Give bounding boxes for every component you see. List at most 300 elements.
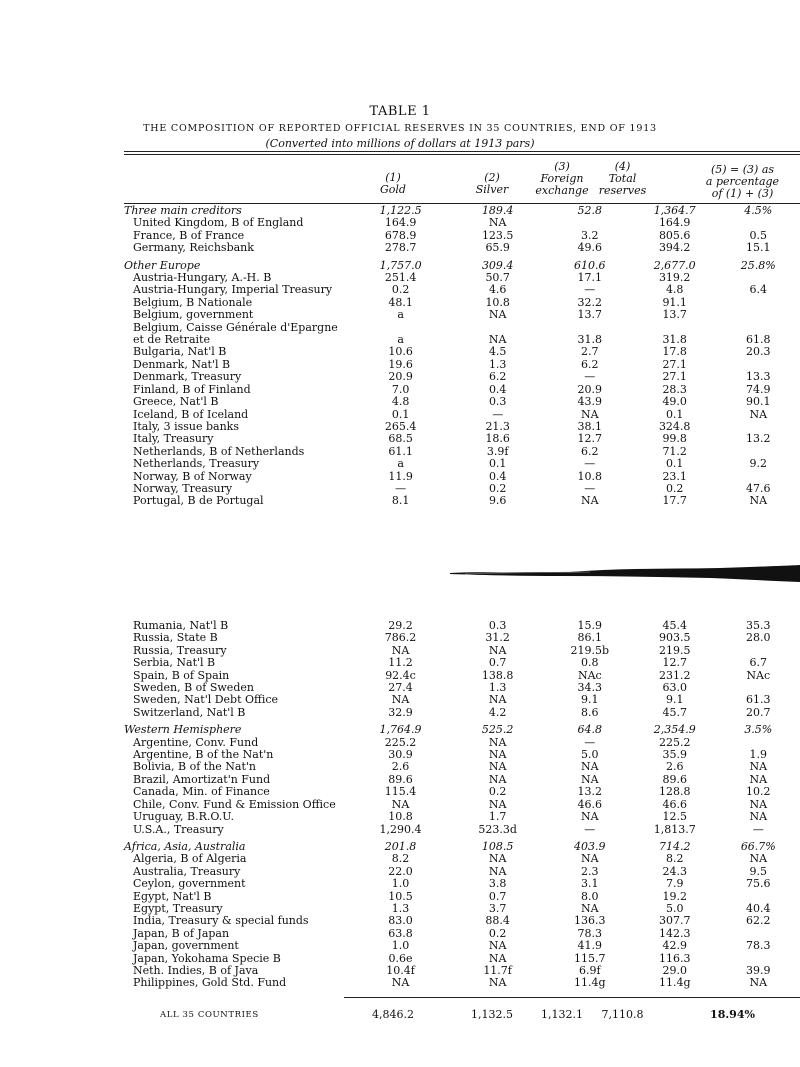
header-foreign-exchange: (3) Foreign exchange <box>535 160 589 197</box>
row-label: Belgium, B Nationale <box>133 295 253 309</box>
cell-fx: 3.2 <box>580 228 599 242</box>
cell-total: 0.1 <box>665 407 684 421</box>
cell-total: 142.3 <box>659 926 691 940</box>
cell-fx: NA <box>580 494 599 508</box>
cell-silver: 123.5 <box>481 228 514 242</box>
cell-fx: 11.4g <box>574 976 606 990</box>
cell-gold: 48.1 <box>388 295 413 309</box>
cell-pct: 35.3 <box>746 619 771 632</box>
row-label: Russia, State B <box>133 631 218 645</box>
cell-silver: 65.9 <box>485 241 510 255</box>
cell-silver: 0.7 <box>488 656 507 670</box>
cell-total: 35.9 <box>662 748 688 762</box>
header-rule-top <box>124 151 800 152</box>
cell-pct: 74.9 <box>746 382 771 396</box>
cell-fx: — <box>584 735 596 749</box>
row-label: Japan, government <box>133 939 239 953</box>
cell-gold: a <box>397 308 404 322</box>
row-label: Finland, B of Finland <box>133 382 251 396</box>
cell-fx: 9.1 <box>581 693 599 707</box>
cell-silver: 6.2 <box>488 370 507 384</box>
table-row <box>124 217 800 229</box>
cell-pct: 6.4 <box>749 283 767 297</box>
table-row <box>124 396 800 408</box>
cell-total: 307.7 <box>659 914 691 928</box>
cell-gold: 61.1 <box>388 444 413 458</box>
cell-gold: 22.0 <box>388 864 413 878</box>
cell-total: 903.5 <box>659 631 691 645</box>
cell-fx: 12.7 <box>577 432 602 446</box>
all-total: 7,110.8 <box>601 1008 644 1021</box>
cell-pct: 15.1 <box>746 241 771 255</box>
cell-pct: 9.5 <box>749 864 768 878</box>
cell-gold: 89.6 <box>388 772 413 786</box>
cell-fx: 86.1 <box>577 631 603 645</box>
cell-gold: 201.8 <box>384 839 417 853</box>
cell-total: 319.2 <box>658 271 691 285</box>
cell-fx: — <box>584 370 596 384</box>
table-row <box>124 322 800 334</box>
table-row <box>124 433 800 445</box>
cell-gold: NA <box>391 693 410 707</box>
cell-fx: NAc <box>577 668 602 682</box>
table-title: THE COMPOSITION OF REPORTED OFFICIAL RESERVES IN 35 COUNTRIES, END OF 1913 <box>143 123 657 134</box>
cell-gold: 8.1 <box>391 494 410 508</box>
table-row <box>124 495 800 507</box>
cell-total: 63.0 <box>662 681 688 695</box>
group-row <box>124 724 800 736</box>
cell-gold: 1.0 <box>391 939 410 953</box>
cell-gold: 30.9 <box>388 748 413 762</box>
cell-total: 29.0 <box>662 963 688 977</box>
cell-silver: 0.3 <box>488 619 507 632</box>
row-label: Egypt, Treasury <box>133 901 223 915</box>
cell-silver: — <box>492 407 504 421</box>
cell-pct: 61.8 <box>746 333 771 347</box>
row-label: Greece, Nat'l B <box>133 395 219 409</box>
cell-silver: 1.7 <box>488 810 507 824</box>
row-label: Norway, Treasury <box>133 481 233 495</box>
cell-fx: — <box>584 283 596 297</box>
cell-gold: 7.0 <box>391 382 410 396</box>
cell-fx: 34.3 <box>577 681 603 695</box>
header-silver: (2) Silver <box>475 171 509 196</box>
row-label: Denmark, Treasury <box>133 370 242 384</box>
cell-silver: 1.3 <box>488 681 507 695</box>
cell-total: 4.8 <box>665 283 684 297</box>
row-label: Algeria, B of Algeria <box>133 852 247 866</box>
row-label: United Kingdom, B of England <box>133 216 304 230</box>
row-label: Iceland, B of Iceland <box>133 407 249 421</box>
scan-smear <box>450 562 800 584</box>
cell-fx: 20.9 <box>577 382 602 396</box>
cell-silver: NA <box>488 976 507 990</box>
cell-fx: 8.0 <box>581 889 599 903</box>
cell-silver: 0.1 <box>488 457 507 471</box>
cell-silver: NA <box>488 748 507 762</box>
cell-silver: 138.8 <box>481 668 514 682</box>
cell-pct: NAc <box>746 668 771 682</box>
cell-total: 0.2 <box>665 481 684 495</box>
cell-fx: NA <box>581 772 599 786</box>
cell-fx: 43.9 <box>577 395 602 409</box>
cell-fx: 32.2 <box>577 295 602 309</box>
cell-silver: NA <box>488 643 507 657</box>
table-row <box>124 632 800 644</box>
table-row <box>124 284 800 296</box>
table-row <box>124 977 800 989</box>
cell-fx: NA <box>581 852 599 866</box>
cell-silver: 4.5 <box>488 345 507 359</box>
cell-pct: 10.2 <box>746 785 771 799</box>
cell-silver: 4.6 <box>488 283 507 297</box>
cell-total: 13.7 <box>662 308 687 322</box>
cell-total: 24.3 <box>662 864 688 878</box>
cell-pct: NA <box>749 772 768 786</box>
row-label: Japan, Yokohama Specie B <box>133 951 281 965</box>
cell-total: 225.2 <box>659 735 691 749</box>
row-label: Australia, Treasury <box>133 864 241 878</box>
cell-total: 31.8 <box>662 333 687 347</box>
cell-pct: 20.3 <box>746 345 771 359</box>
cell-silver: 3.7 <box>488 901 507 915</box>
cell-fx: 17.1 <box>577 271 602 285</box>
cell-gold: 1,122.5 <box>379 204 422 217</box>
table-row <box>124 707 800 719</box>
cell-gold: 8.2 <box>391 852 410 866</box>
row-label: Philippines, Gold Std. Fund <box>133 976 287 990</box>
cell-total: 99.8 <box>662 432 687 446</box>
table-row <box>124 371 800 383</box>
cell-fx: 219.5b <box>570 643 610 657</box>
cell-gold: 678.9 <box>384 228 417 242</box>
row-label: Austria-Hungary, A.-H. B <box>133 271 272 285</box>
table-row <box>124 458 800 470</box>
cell-pct: 4.5% <box>744 204 773 217</box>
cell-total: 116.3 <box>659 951 691 965</box>
cell-gold: 10.5 <box>388 889 413 903</box>
table-row <box>124 657 800 669</box>
cell-total: 231.2 <box>659 668 691 682</box>
cell-gold: 29.2 <box>388 619 413 632</box>
table-number: TABLE 1 <box>369 104 431 119</box>
cell-pct: NA <box>749 407 768 421</box>
header-gold: (1) Gold <box>380 171 406 196</box>
cell-pct: NA <box>749 494 768 508</box>
row-label: Argentine, B of the Nat'n <box>133 748 274 762</box>
row-label: Sweden, B of Sweden <box>133 681 254 695</box>
cell-gold: 20.9 <box>388 370 413 384</box>
cell-pct: 39.9 <box>746 963 771 977</box>
cell-gold: 19.6 <box>388 357 413 371</box>
cell-fx: 6.9f <box>579 963 601 977</box>
cell-fx: 6.2 <box>580 357 599 371</box>
cell-pct: 0.5 <box>749 228 767 242</box>
row-label: Netherlands, Treasury <box>133 457 260 471</box>
row-label: Belgium, Caisse Générale d'Epargne <box>133 320 338 334</box>
cell-pct: 40.4 <box>746 901 771 915</box>
cell-gold: NA <box>391 643 410 657</box>
table-row <box>124 694 800 706</box>
cell-gold: 32.9 <box>388 705 413 719</box>
cell-gold: 27.4 <box>388 681 413 695</box>
cell-fx: 610.6 <box>573 258 606 272</box>
cell-pct <box>717 297 800 309</box>
cell-total: 27.1 <box>662 370 687 384</box>
cell-silver: NA <box>488 735 507 749</box>
row-label: Argentine, Conv. Fund <box>133 735 259 749</box>
row-label: Italy, 3 issue banks <box>133 419 239 433</box>
cell-total: 2,354.9 <box>653 723 696 737</box>
cell-gold: a <box>397 333 404 347</box>
row-label: Chile, Conv. Fund & Emission Office <box>133 797 336 811</box>
reserves-table-top <box>124 205 800 508</box>
cell-silver: NA <box>488 216 507 230</box>
cell-pct: 62.2 <box>746 914 771 928</box>
table-row <box>124 309 800 321</box>
cell-gold: 225.2 <box>384 735 417 749</box>
cell-pct: 66.7% <box>740 839 776 853</box>
cell-gold: 2.6 <box>391 760 410 774</box>
cell-silver: 0.7 <box>488 889 507 903</box>
cell-gold: 92.4c <box>385 668 416 682</box>
table-row <box>124 891 800 903</box>
cell-gold: 115.4 <box>384 785 417 799</box>
cell-pct: 1.9 <box>749 748 768 762</box>
cell-gold: 278.7 <box>384 241 417 255</box>
cell-gold: 786.2 <box>384 631 417 645</box>
row-label: Rumania, Nat'l B <box>133 619 229 632</box>
cell-total: 1,813.7 <box>653 822 696 836</box>
cell-gold: 0.2 <box>391 283 410 297</box>
table-row <box>124 824 800 836</box>
cell-silver: NA <box>488 864 507 878</box>
cell-fx: NA <box>581 760 599 774</box>
cell-total: 19.2 <box>662 889 688 903</box>
cell-silver: NA <box>488 760 507 774</box>
row-label: Neth. Indies, B of Java <box>133 963 259 977</box>
cell-fx: NA <box>581 901 599 915</box>
table-note: (Converted into millions of dollars at 1913 pars) <box>265 137 535 150</box>
cell-silver: 10.8 <box>485 295 510 309</box>
cell-fx: — <box>584 457 596 471</box>
cell-fx: NA <box>580 407 599 421</box>
cell-fx: 6.2 <box>580 444 599 458</box>
cell-pct <box>717 309 800 321</box>
row-label: Sweden, Nat'l Debt Office <box>133 693 279 707</box>
row-label: Denmark, Nat'l B <box>133 357 231 371</box>
cell-silver: 0.2 <box>488 785 507 799</box>
cell-total: 805.6 <box>658 228 691 242</box>
cell-fx: — <box>584 822 596 836</box>
cell-silver: 0.3 <box>488 395 507 409</box>
row-label: Egypt, Nat'l B <box>133 889 212 903</box>
cell-total: 0.1 <box>665 457 684 471</box>
table-row <box>124 421 800 433</box>
cell-total: 45.7 <box>662 705 688 719</box>
cell-silver: NA <box>488 852 507 866</box>
all-countries-label: ALL 35 COUNTRIES <box>160 1010 259 1020</box>
cell-pct: 13.2 <box>746 432 771 446</box>
cell-silver: 3.8 <box>488 877 507 891</box>
cell-gold: — <box>395 481 407 495</box>
cell-fx: 13.7 <box>577 308 602 322</box>
cell-gold: 251.4 <box>384 271 417 285</box>
cell-fx: 5.0 <box>581 748 599 762</box>
cell-gold: NA <box>391 976 410 990</box>
cell-total: 12.5 <box>662 810 688 824</box>
row-label: Germany, Reichsbank <box>133 241 254 255</box>
cell-fx <box>547 217 633 229</box>
cell-gold: 4.8 <box>391 395 410 409</box>
row-label: India, Treasury & special funds <box>133 914 309 928</box>
cell-fx: 41.9 <box>577 939 603 953</box>
cell-pct: NA <box>749 760 768 774</box>
cell-total: 45.4 <box>662 619 688 632</box>
cell-gold: a <box>397 457 404 471</box>
cell-total: 7.9 <box>666 877 684 891</box>
cell-gold: 0.1 <box>391 407 410 421</box>
cell-gold: 68.5 <box>388 432 413 446</box>
cell-gold: 10.4f <box>386 963 415 977</box>
table-row <box>124 620 800 632</box>
header-percentage: (5) = (3) as a percentage of (1) + (3) <box>705 163 780 200</box>
cell-silver: 0.2 <box>488 481 507 495</box>
cell-silver: 0.4 <box>488 382 507 396</box>
cell-gold: 11.2 <box>388 656 413 670</box>
cell-fx: 31.8 <box>577 333 602 347</box>
row-label: Western Hemisphere <box>124 723 242 737</box>
row-label: Russia, Treasury <box>133 643 227 657</box>
cell-fx: 10.8 <box>577 469 602 483</box>
cell-pct: 3.5% <box>744 723 773 737</box>
all-foreign-exchange: 1,132.1 <box>541 1008 583 1021</box>
cell-total: 46.6 <box>662 797 688 811</box>
row-label: Bulgaria, Nat'l B <box>133 345 227 359</box>
cell-gold: 10.8 <box>388 810 413 824</box>
cell-silver: 9.6 <box>488 494 507 508</box>
cell-fx: 136.3 <box>574 914 606 928</box>
cell-gold: 1,764.9 <box>379 723 422 737</box>
cell-total: 5.0 <box>666 901 684 915</box>
cell-pct: 25.8% <box>740 258 776 272</box>
row-label: Other Europe <box>124 258 201 272</box>
cell-silver: NA <box>488 308 507 322</box>
cell-pct: 90.1 <box>746 395 771 409</box>
row-label: Serbia, Nat'l B <box>133 656 216 670</box>
cell-total: 324.8 <box>658 419 691 433</box>
cell-pct: 61.3 <box>746 693 771 707</box>
cell-gold: 164.9 <box>384 216 417 230</box>
cell-gold: 83.0 <box>388 914 413 928</box>
cell-total: 9.1 <box>666 693 684 707</box>
cell-fx: 52.8 <box>577 204 602 217</box>
cell-pct: 13.3 <box>746 370 771 384</box>
row-label: Italy, Treasury <box>133 432 214 446</box>
cell-fx: 13.2 <box>577 785 603 799</box>
cell-total: 12.7 <box>662 656 688 670</box>
reserves-table-bottom <box>124 620 800 990</box>
cell-total: 11.4g <box>659 976 691 990</box>
cell-fx: 2.7 <box>580 345 599 359</box>
table-row <box>124 853 800 865</box>
table-row <box>124 940 800 952</box>
cell-pct: NA <box>749 810 768 824</box>
totals-rule <box>344 997 800 998</box>
cell-fx: 3.1 <box>581 877 599 891</box>
cell-total: 23.1 <box>662 469 687 483</box>
cell-gold: 63.8 <box>388 926 413 940</box>
row-label: Belgium, government <box>133 308 254 322</box>
row-label: Bolivia, B of the Nat'n <box>133 760 257 774</box>
all-percentage: 18.94% <box>710 1008 755 1021</box>
cell-total: 2.6 <box>666 760 684 774</box>
cell-gold: 1,757.0 <box>379 258 422 272</box>
cell-gold: 11.9 <box>388 469 413 483</box>
cell-fx: 2.3 <box>581 864 599 878</box>
cell-fx: 78.3 <box>577 926 603 940</box>
cell-silver: 11.7f <box>483 963 512 977</box>
cell-total: 49.0 <box>662 395 687 409</box>
cell-total: 27.1 <box>662 357 687 371</box>
cell-fx: 8.6 <box>581 705 599 719</box>
table-row <box>124 384 800 396</box>
cell-total: 17.7 <box>662 494 687 508</box>
row-label: Norway, B of Norway <box>133 469 252 483</box>
table-row <box>124 786 800 798</box>
table-row <box>124 761 800 773</box>
cell-gold: 1.0 <box>391 877 410 891</box>
cell-total: 1,364.7 <box>653 204 696 217</box>
cell-gold: 1,290.4 <box>379 822 422 836</box>
row-label: France, B of France <box>133 228 245 242</box>
cell-total: 71.2 <box>662 444 687 458</box>
cell-silver: NA <box>488 939 507 953</box>
cell-pct: NA <box>749 797 768 811</box>
cell-pct: — <box>752 822 764 836</box>
cell-silver: 18.6 <box>485 432 510 446</box>
row-label: Three main creditors <box>124 204 242 217</box>
row-label: U.S.A., Treasury <box>133 822 224 836</box>
cell-pct: 78.3 <box>746 939 771 953</box>
all-gold: 4,846.2 <box>372 1008 414 1021</box>
cell-pct: 6.7 <box>749 656 768 670</box>
cell-total: 28.3 <box>662 382 687 396</box>
row-label: Brazil, Amortizat'n Fund <box>133 772 271 786</box>
row-label: Spain, B of Spain <box>133 668 230 682</box>
cell-gold: 10.6 <box>388 345 413 359</box>
cell-silver: NA <box>488 951 507 965</box>
row-label: Austria-Hungary, Imperial Treasury <box>133 283 333 297</box>
cell-total: 164.9 <box>658 216 691 230</box>
cell-silver: 525.2 <box>481 723 514 737</box>
row-label: Portugal, B de Portugal <box>133 494 264 508</box>
cell-silver: 88.4 <box>485 914 510 928</box>
table-row <box>124 346 800 358</box>
cell-fx: 115.7 <box>574 951 606 965</box>
cell-total: 2,677.0 <box>653 258 696 272</box>
row-label: Netherlands, B of Netherlands <box>133 444 305 458</box>
cell-gold: 265.4 <box>384 419 417 433</box>
cell-pct: 20.7 <box>746 705 771 719</box>
cell-silver: NA <box>488 797 507 811</box>
cell-pct: NA <box>749 852 768 866</box>
cell-total: 8.2 <box>666 852 684 866</box>
cell-silver: 3.9f <box>486 444 509 458</box>
table-row <box>124 878 800 890</box>
header-rule-top-2 <box>124 154 800 155</box>
table-row <box>124 242 800 254</box>
